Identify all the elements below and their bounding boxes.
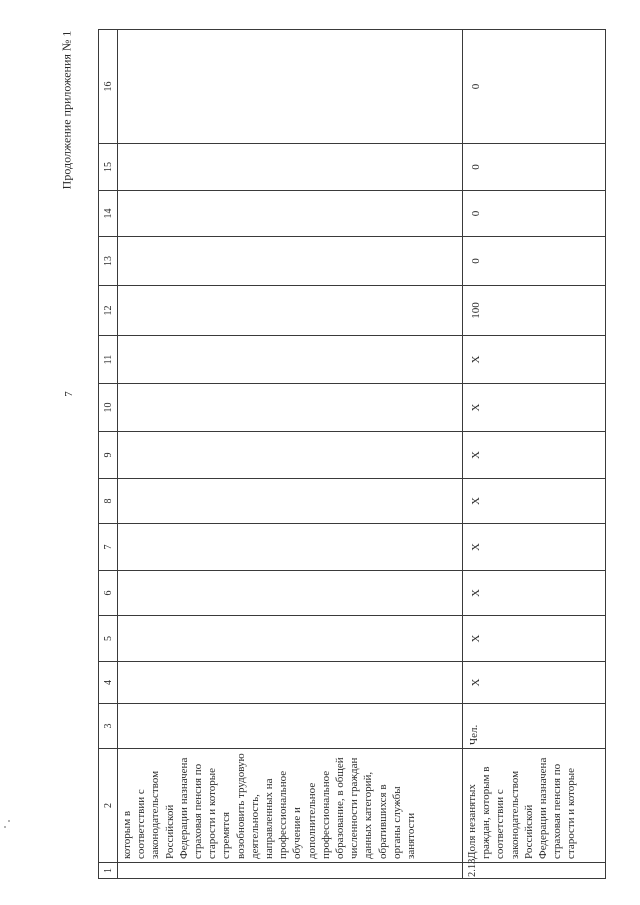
- value-cell: X: [463, 432, 606, 479]
- page-number: 7: [63, 391, 75, 397]
- table-row: [118, 30, 463, 879]
- value-cell: 0: [463, 144, 606, 191]
- row-number-cell: 2.13.: [463, 863, 606, 879]
- column-number: 2: [99, 749, 118, 863]
- column-number: 5: [99, 616, 118, 662]
- scan-speck: [4, 826, 6, 828]
- column-number-row: [99, 30, 118, 879]
- data-table: [98, 29, 606, 879]
- unit-cell: [118, 704, 463, 749]
- value-cell: [118, 479, 463, 524]
- column-number: 9: [99, 432, 118, 479]
- value-cell: 0: [463, 191, 606, 237]
- value-cell: 0: [463, 237, 606, 286]
- column-number: 15: [99, 144, 118, 191]
- value-cell: [118, 432, 463, 479]
- value-cell: X: [463, 479, 606, 524]
- value-cell: X: [463, 384, 606, 432]
- column-number: 16: [99, 30, 118, 144]
- value-cell: X: [463, 571, 606, 616]
- value-cell: [118, 144, 463, 191]
- value-cell: X: [463, 616, 606, 662]
- indicator-cell: Доля незанятых граждан, которым в соответствии с законодательством Российской Федерации назначена страховая пенсия по старости и которые: [463, 749, 606, 863]
- column-number: 7: [99, 524, 118, 571]
- column-number: 12: [99, 286, 118, 336]
- value-cell: [118, 191, 463, 237]
- scan-speck: [8, 820, 10, 822]
- column-number: 11: [99, 336, 118, 384]
- column-number: 6: [99, 571, 118, 616]
- table-row: [463, 30, 606, 879]
- continuation-label: Продолжение приложения № 1: [59, 30, 74, 190]
- value-cell: X: [463, 662, 606, 704]
- data-table-wrapper: [98, 30, 606, 879]
- column-number: 4: [99, 662, 118, 704]
- value-cell: [118, 237, 463, 286]
- value-cell: [118, 384, 463, 432]
- unit-cell: Чел.: [463, 704, 606, 749]
- value-cell: [118, 571, 463, 616]
- value-cell: X: [463, 336, 606, 384]
- value-cell: [118, 336, 463, 384]
- column-number: 3: [99, 704, 118, 749]
- value-cell: [118, 524, 463, 571]
- value-cell: 100: [463, 286, 606, 336]
- indicator-cell: которым в соответствии с законодательством Российской Федерации назначена страховая пенсия по старости и которые стремятся возобновить трудовую деятельность, направленных на профессиональное обучение и дополнительное профессиональное образование, в общей численности граждан данных категорий, обратившихся в органы службы занятости: [118, 749, 463, 863]
- value-cell: X: [463, 524, 606, 571]
- column-number: 8: [99, 479, 118, 524]
- column-number: 10: [99, 384, 118, 432]
- column-number: 1: [99, 863, 118, 879]
- value-cell: [118, 30, 463, 144]
- value-cell: 0: [463, 30, 606, 144]
- column-number: 13: [99, 237, 118, 286]
- value-cell: [118, 286, 463, 336]
- value-cell: [118, 616, 463, 662]
- value-cell: [118, 662, 463, 704]
- column-number: 14: [99, 191, 118, 237]
- row-number-cell: [118, 863, 463, 879]
